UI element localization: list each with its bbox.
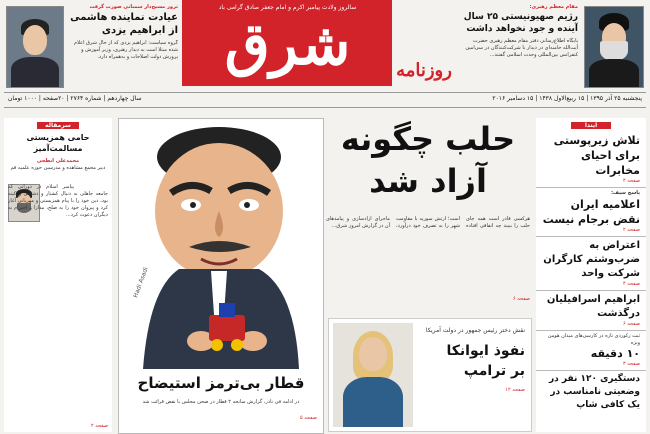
top-right-box: [458, 4, 578, 86]
right-item-4[interactable]: [536, 291, 646, 330]
right-item-5-ref: صفحه ۳: [623, 361, 640, 367]
right-item-1-headline: تلاش زیرپوستی برای احیای مخابرات: [553, 134, 640, 177]
right-item-6-headline: دستگیری ۱۲۰ نفر در وضعیتی نامناسب در یک کافی شاپ: [548, 374, 640, 410]
top-right-headline-2[interactable]: آینده و جود نخواهد داشت: [466, 24, 578, 34]
ivanka-headline-line2: بر ترامپ: [463, 363, 525, 379]
right-item-1-ref: صفحه ۴: [623, 178, 640, 184]
top-left-kicker: ترور مسیح‌دار سمنانی صورت گرفت: [89, 4, 178, 10]
logo-text: شرق: [224, 10, 351, 78]
main-headline-line2[interactable]: آزاد شد: [369, 162, 487, 200]
editorial-ref: صفحه ۲: [91, 423, 108, 429]
top-right-headline-1[interactable]: رژیم صهیونیستی ۲۵ سال: [463, 12, 578, 22]
top-right-body: پایگاه اطلاع‌رسانی دفتر مقام معظم رهبری حضرت آیت‌الله خامنه‌ای در دیدار با شرکت‌کنندگان در سی‌امین کنفرانس بین‌المللی وحدت اسلامی گفتند...: [465, 38, 578, 58]
ivanka-ref: صفحه ۱۲: [505, 387, 525, 393]
right-item-1[interactable]: [536, 131, 646, 187]
top-left-photo: [6, 6, 64, 88]
editorial-body: پیامبر اسلام در دورانی که جامعه جاهلی به دنبال کشتار و دشمنی و کینه بود، دین خود را با پیام همزیستی و مهربانی آغاز کرد و پیروان خود را به صلح، مدارا و احترام به دیگران دعوت کرد...: [8, 184, 108, 218]
cartoon-panel[interactable]: [118, 118, 324, 434]
main-story-ref: صفحه ۶: [513, 296, 530, 302]
right-section-tag: ایتدا: [571, 122, 611, 129]
top-left-headline-1[interactable]: عیادت نماینده هاشمی: [70, 12, 178, 23]
right-item-5-headline: ۱۰ دقیقه: [590, 347, 640, 360]
main-headline-line1[interactable]: حلب چگونه: [340, 120, 516, 158]
dateline-bar: [4, 92, 646, 108]
cartoon-headline[interactable]: قطار بی‌ترمز استیضاح: [137, 374, 305, 392]
ivanka-box[interactable]: [328, 318, 532, 432]
main-story: [326, 118, 530, 314]
top-left-headline-2[interactable]: از ابراهیم یزدی: [101, 25, 178, 36]
right-item-3-headline: اعتراض به ضرب‌وشتم کارگران شرکت واحد: [543, 240, 640, 279]
left-column: [4, 118, 112, 432]
left-section-tag: سرمقاله: [37, 122, 79, 129]
right-item-6[interactable]: [536, 371, 646, 414]
editorial-author: محمدعلی ابطحی: [36, 158, 80, 164]
masthead-tagline: سالروز ولادت پیامبر اکرم و امام جعفر صادق گرامی باد: [218, 4, 357, 11]
dateline-issue: سال چهاردهم | شماره ۲۷۶۴ | ۲۰صفحه | ۱۰۰۰ تومان: [8, 95, 142, 102]
top-left-body: گروه سیاست: ابراهیم یزدی که از حال شرق اعلام شده مبتلا است به دیدار رهبری، وزیر آموزش و پرورش دولت اصلاحات و به‌همراه دارد.: [74, 40, 178, 60]
top-right-kicker: مقام معظم رهبری:: [529, 4, 578, 10]
ivanka-headline-line1: نفوذ ایوانکا: [446, 343, 525, 359]
right-item-2-kicker: پاسخ سیف:: [611, 190, 640, 196]
dateline-date: پنجشنبه ۲۵ آذر ۱۳۹۵ | ۱۵ ربیع‌الاول ۱۴۳۸ | ۱۵ دسامبر ۲۰۱۶: [492, 95, 642, 102]
cartoon-caption: در ادامه فی نادر، گزارش سانحه ۲ قطار در صحن مجلس با نقض قرائت شد: [142, 399, 300, 405]
top-left-box: [66, 4, 178, 86]
editorial-author-sub: دبیر مجمع مشاهده و مدرسین حوزه علمیه قم: [10, 165, 106, 171]
ivanka-photo: [333, 323, 413, 427]
right-item-2-headline: اعلامیه ایران نقض برجام نیست: [542, 198, 640, 226]
cartoon-ref: صفحه ۵: [300, 415, 317, 421]
editorial-headline[interactable]: حامی همزیستی مسالمت‌آمیز: [26, 133, 90, 153]
masthead-sub-label: روزنامه: [396, 60, 452, 81]
cartoon-illustration: [119, 119, 323, 369]
cartoon-signature: Hadi Asadi: [132, 266, 150, 299]
right-item-4-headline: ابراهیم اسرافیلیان درگذشت: [546, 294, 640, 319]
right-item-2-ref: صفحه ۲: [623, 227, 640, 233]
masthead-logo: [185, 2, 390, 84]
right-item-3[interactable]: [536, 237, 646, 290]
ivanka-kicker: نقش دختر رئیس جمهور در دولت آمریکا: [425, 327, 525, 334]
right-item-3-ref: صفحه ۴: [623, 281, 640, 287]
right-item-5-kicker: ثبت رکوردی تازه در کارسی‌های میدان هومن ویژه: [547, 333, 640, 346]
right-item-4-ref: صفحه ۶: [623, 321, 640, 327]
right-column: [536, 118, 646, 432]
top-right-photo: [584, 6, 644, 88]
right-item-2[interactable]: [536, 188, 646, 236]
main-story-body: هرکسی قادر است همه جای حلب را ببیند چه اتفاقی افتاده است؛ ارتش سوریه با مقاومت شهر را به تصرف خود درآورد، ماجرای آزادسازی و پیامدهای آن در گزارش امروز شرق...: [326, 216, 530, 229]
right-item-5[interactable]: [536, 331, 646, 370]
